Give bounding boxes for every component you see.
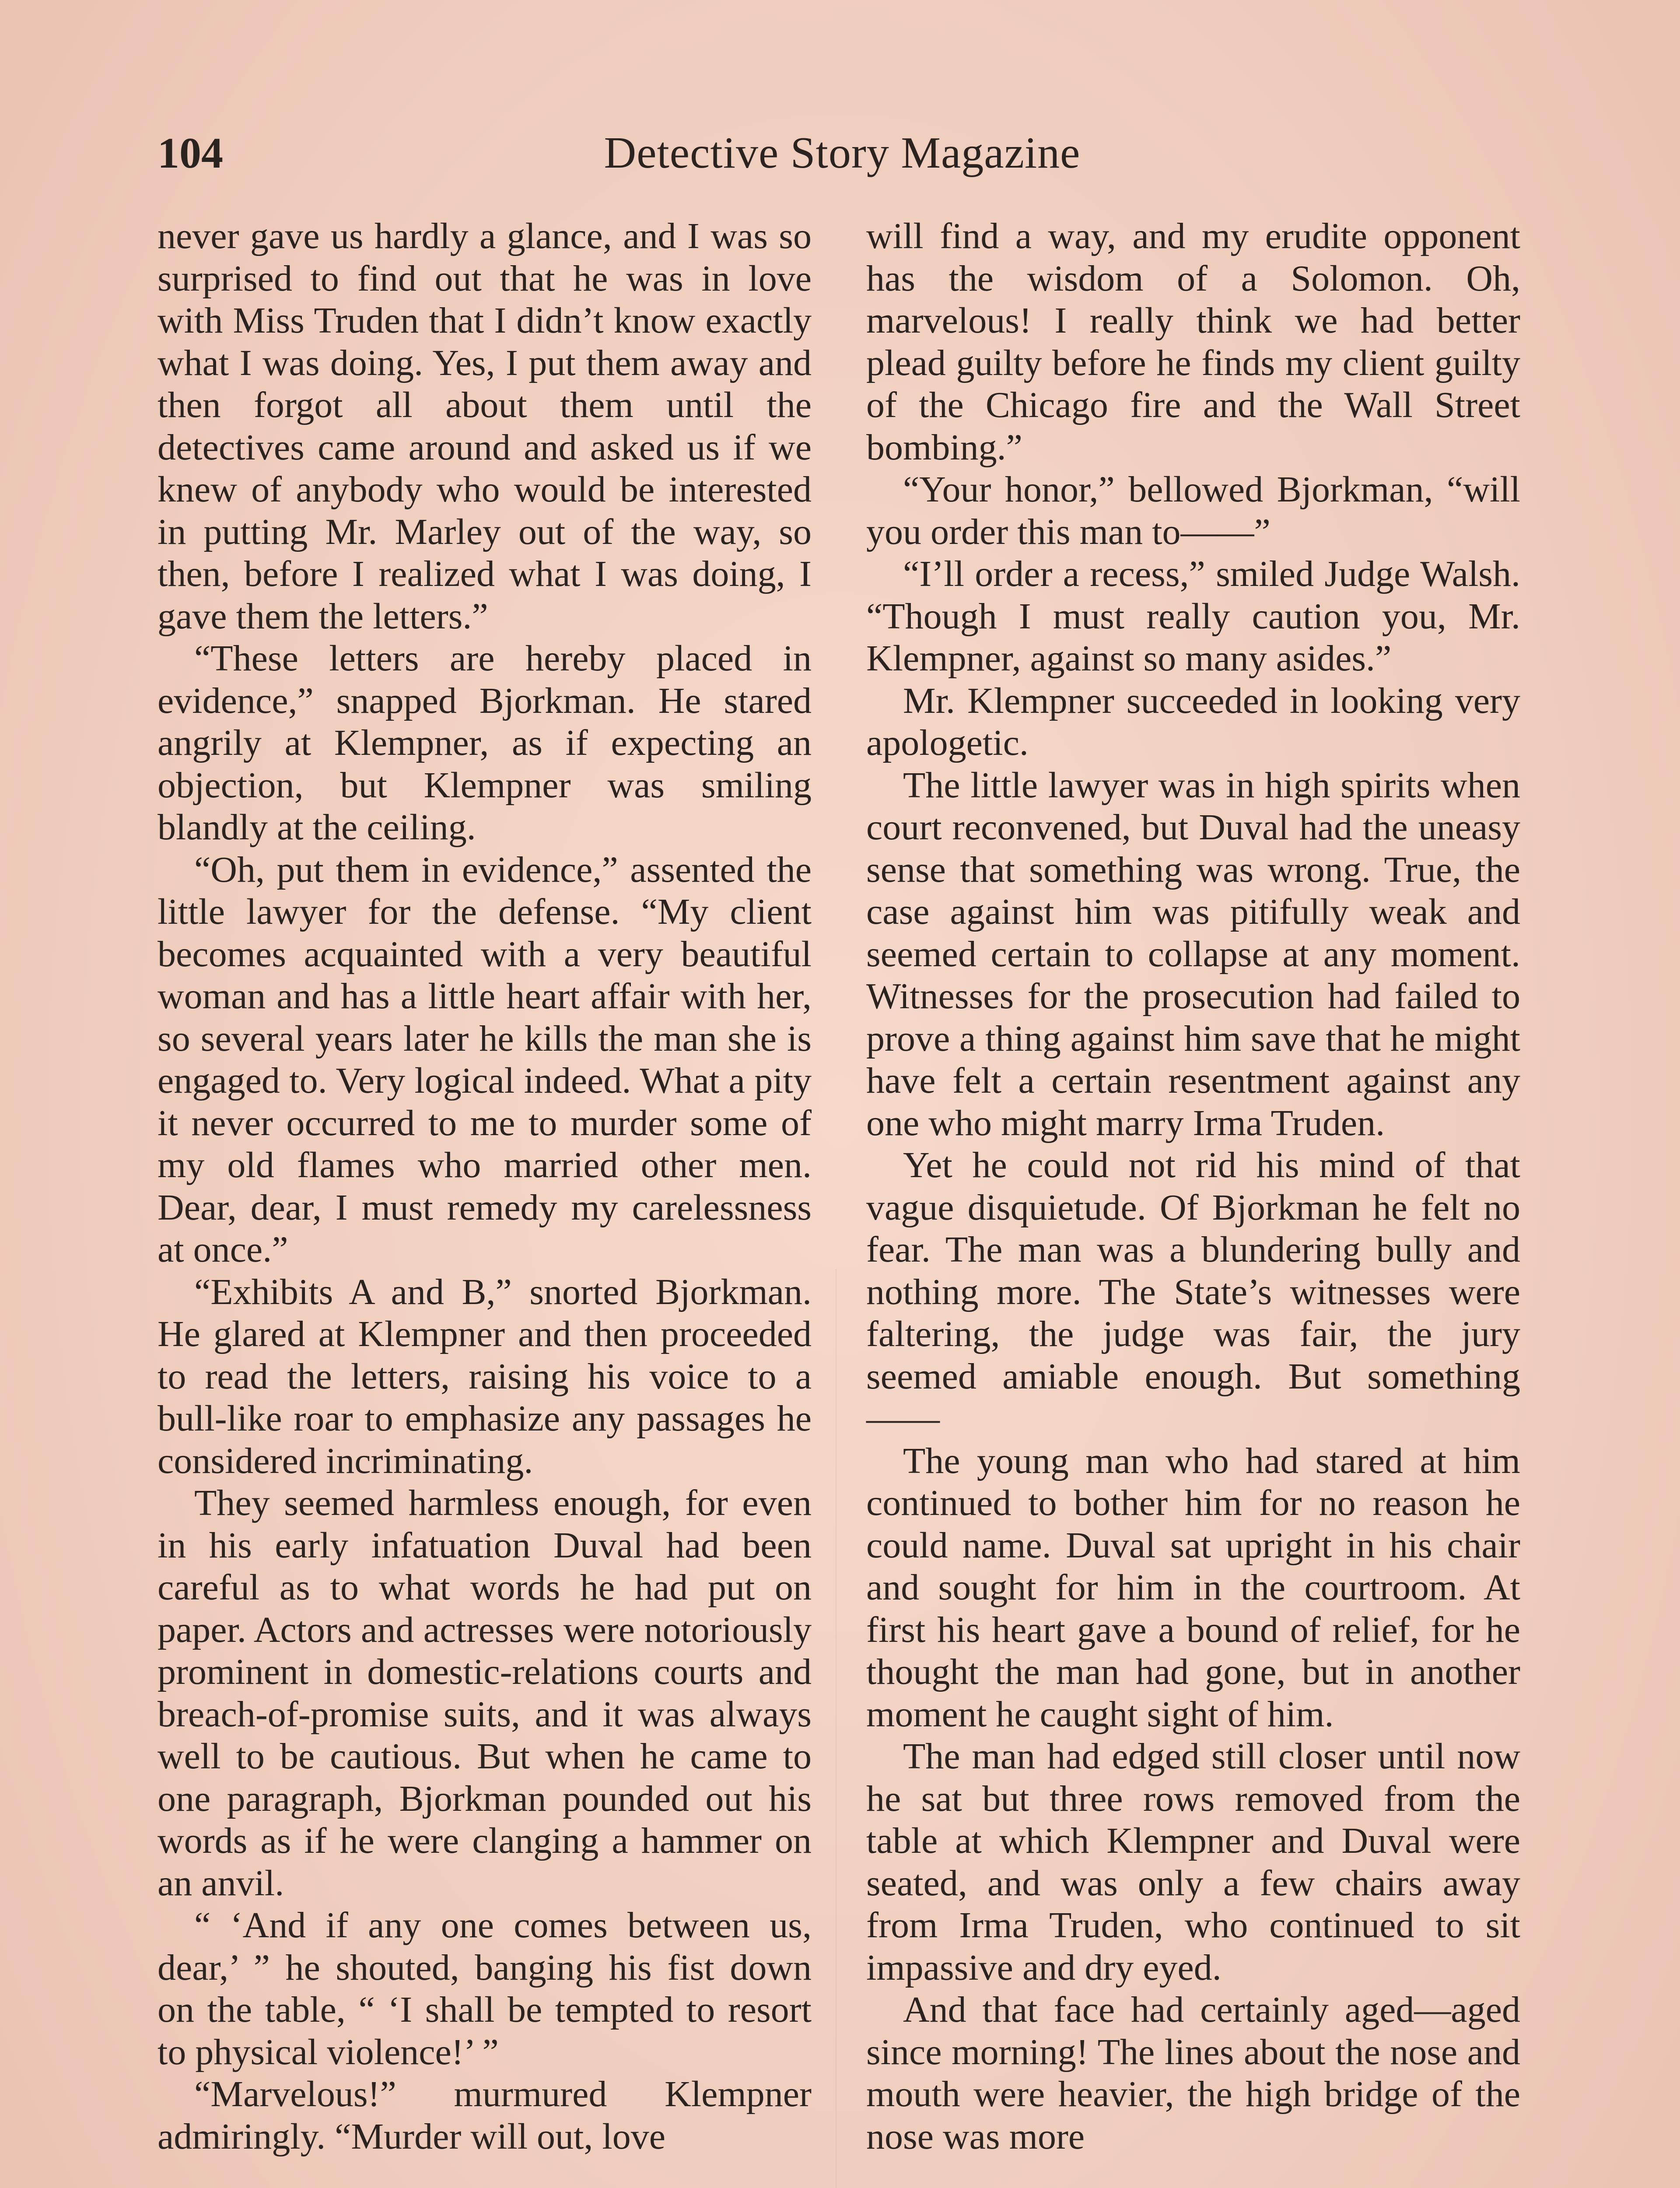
page-header: [158, 127, 1527, 193]
paragraph: “I’ll order a recess,” smiled Judge Walsh. “Though I must really caution you, Mr. Klempner, against so many asides.”: [866, 554, 1520, 679]
page-number: 104: [158, 129, 223, 177]
paragraph: Mr. Klempner succeeded in looking very apologetic.: [866, 680, 1520, 763]
paragraph: “Oh, put them in evidence,” assented the little lawyer for the defense. “My client becomes acquainted with a very beautiful woman and has a little heart affair with her, so several years later he kills the man she is engaged to. Very logical indeed. What a pity it never occurred to me to murder some of my old flames who married other men. Dear, dear, I must remedy my carelessness at once.”: [158, 849, 812, 1270]
right-column: [866, 215, 1520, 2158]
paragraph: will find a way, and my erudite opponent has the wisdom of a Solomon. Oh, marvelous! I really think we had better plead guilty before he finds my client guilty of the Chicago fire and the Wall Street bombing.”: [866, 216, 1520, 468]
paragraph: “ ‘And if any one comes between us, dear,’ ” he shouted, banging his fist down on the table, “ ‘I shall be tempted to resort to physical violence!’ ”: [158, 1905, 812, 2072]
left-column: [158, 215, 812, 2158]
paragraph: “Marvelous!” murmured Klempner admiringly. “Murder will out, love: [158, 2074, 812, 2157]
paragraph: The little lawyer was in high spirits when court reconvened, but Duval had the uneasy sense that something was wrong. True, the case against him was pitifully weak and seemed certain to collapse at any moment. Witnesses for the prosecution had failed to prove a thing against him save that he might have felt a certain resentment against any one who might marry Irma Truden.: [866, 764, 1520, 1143]
paragraph: Yet he could not rid his mind of that vague disquietude. Of Bjorkman he felt no fear. The man was a blundering bully and nothing more. The State’s witnesses were faltering, the judge was fair, the jury seemed amiable enough. But something——: [866, 1145, 1520, 1439]
paragraph: “These letters are hereby placed in evidence,” snapped Bjorkman. He stared angrily at Klempner, as if expecting an objection, but Klempner was smiling blandly at the ceiling.: [158, 638, 812, 848]
paragraph: The young man who had stared at him continued to bother him for no reason he could name. Duval sat upright in his chair and sought for him in the courtroom. At first his heart gave a bound of relief, for he thought the man had gone, but in another moment he caught sight of him.: [866, 1440, 1520, 1735]
paragraph: And that face had certainly aged—aged since morning! The lines about the nose and mouth were heavier, the high bridge of the nose was more: [866, 1989, 1520, 2157]
paragraph: never gave us hardly a glance, and I was so surprised to find out that he was in love with Miss Truden that I didn’t know exactly what I was doing. Yes, I put them away and then forgot all about them until the detectives came around and asked us if we knew of anybody who would be interested in putting Mr. Marley out of the way, so then, before I realized what I was doing, I gave them the letters.”: [158, 216, 812, 637]
paragraph: The man had edged still closer until now he sat but three rows removed from the table at which Klempner and Duval were seated, and was only a few chairs away from Irma Truden, who continued to sit impassive and dry eyed.: [866, 1736, 1520, 1988]
paragraph: They seemed harmless enough, for even in his early infatuation Duval had been careful as to what words he had put on paper. Actors and actresses were notoriously prominent in domestic-relations courts and breach-of-promise suits, and it was always well to be cautious. But when he came to one paragraph, Bjorkman pounded out his words as if he were clanging a hammer on an anvil.: [158, 1483, 812, 1904]
running-head: Detective Story Magazine: [604, 128, 1081, 178]
paragraph: “Exhibits A and B,” snorted Bjorkman. He glared at Klempner and then proceeded to read the letters, raising his voice to a bull-like roar to emphasize any passages he considered incriminating.: [158, 1271, 812, 1481]
paragraph: “Your honor,” bellowed Bjorkman, “will you order this man to——”: [866, 469, 1520, 552]
